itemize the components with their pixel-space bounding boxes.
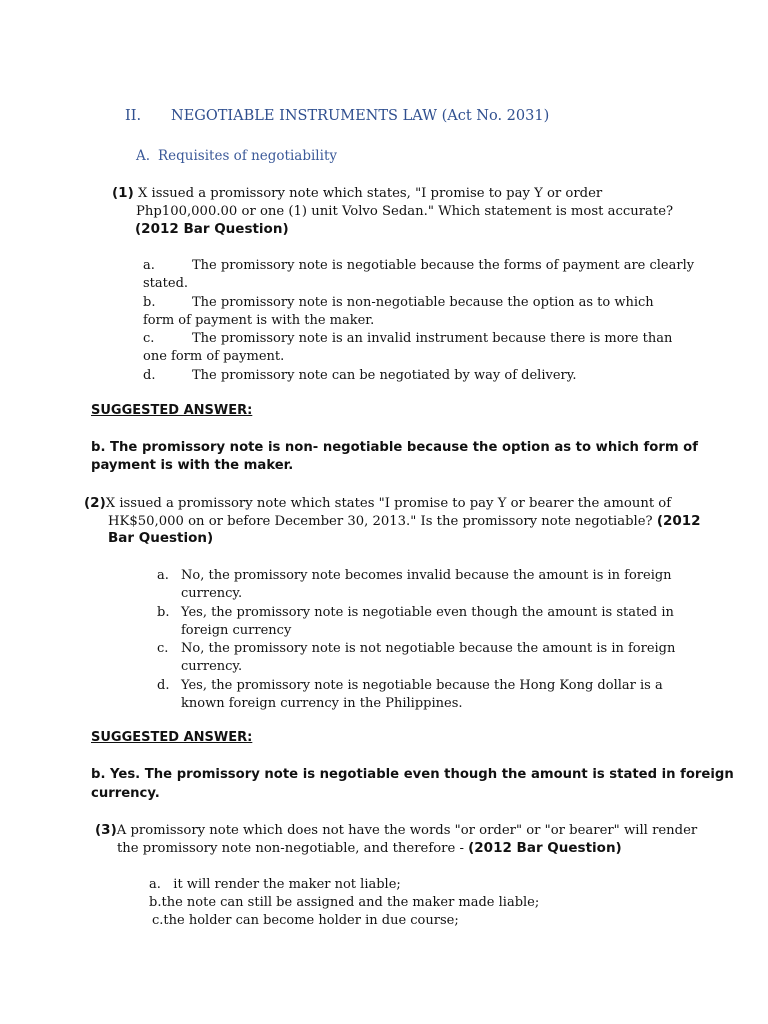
q2-option-d-cont: known foreign currency in the Philippines. — [181, 696, 463, 712]
q1-option-a-cont: stated. — [143, 276, 189, 292]
q1-option-d: d. The promissory note can be negotiated by way of delivery. — [143, 367, 577, 383]
question-2-number: (2) — [84, 495, 106, 511]
suggested-answer-label-1: SUGGESTED ANSWER: — [91, 403, 253, 418]
question-3-line-2 — [117, 839, 622, 859]
question-2-bar-label-part-1: (2012 — [656, 513, 701, 529]
question-2-line-2 — [108, 512, 701, 532]
question-2-text-line-1: X issued a promissory note which states "I promise to pay Y or bearer the amount of — [105, 496, 672, 511]
subsection-letter: A. — [136, 148, 151, 164]
q2-option-b: b. Yes, the promissory note is negotiable even though the amount is stated in — [157, 604, 674, 620]
q3-option-a: a. it will render the maker not liable; — [149, 877, 401, 892]
q1-option-a: a. The promissory note is negotiable because the forms of payment are clearly — [143, 258, 695, 273]
question-2-line-1 — [84, 494, 671, 514]
section-number: II. — [125, 108, 142, 124]
suggested-answer-label-2: SUGGESTED ANSWER: — [91, 730, 253, 745]
question-2-text-line-2: HK$50,000 on or before December 30, 2013." Is the promissory note negotiable? — [108, 514, 653, 529]
question-1-options — [143, 257, 695, 385]
question-1-text-line-2: Php100,000.00 or one (1) unit Volvo Sedan." Which statement is most accurate? — [136, 204, 674, 219]
q2-option-a-cont: currency. — [181, 586, 243, 602]
question-3-text-line-1: A promissory note which does not have the words "or order" or "or bearer" will render — [116, 823, 698, 838]
answer-1-line-1: b. The promissory note is non- negotiable because the option as to which form of — [91, 440, 698, 455]
question-2-options — [157, 567, 677, 713]
q2-option-d: d. Yes, the promissory note is negotiable because the Hong Kong dollar is a — [157, 677, 663, 693]
question-1-bar-label: (2012 Bar Question) — [135, 221, 289, 237]
question-1-number: (1) — [112, 185, 134, 201]
q1-option-c: c. The promissory note is an invalid instrument because there is more than — [143, 331, 673, 347]
q2-option-c: c. No, the promissory note is not negotiable because the amount is in foreign — [157, 641, 676, 657]
answer-1-line-2: payment is with the maker. — [91, 458, 294, 473]
q1-option-c-cont: one form of payment. — [143, 349, 285, 365]
question-1-line-1 — [112, 184, 602, 204]
section-title: NEGOTIABLE INSTRUMENTS LAW (Act No. 2031) — [171, 108, 550, 124]
question-3-bar-label: (2012 Bar Question) — [468, 840, 622, 856]
question-3-line-1 — [95, 821, 697, 841]
q2-option-c-cont: currency. — [181, 659, 243, 675]
q2-option-b-cont: foreign currency — [181, 622, 292, 638]
answer-2-line-2: currency. — [91, 786, 160, 801]
question-3-text-line-2: the promissory note non-negotiable, and therefore - — [117, 841, 464, 856]
answer-2-line-1: b. Yes. The promissory note is negotiable even though the amount is stated in foreign — [91, 767, 734, 782]
subsection-heading — [136, 148, 337, 164]
section-heading — [125, 108, 549, 124]
q1-option-b-cont: form of payment is with the maker. — [143, 312, 375, 328]
q1-option-b: b. The promissory note is non-negotiable because the option as to which — [143, 294, 654, 310]
question-2-bar-label-part-2: Bar Question) — [108, 530, 214, 546]
question-1-text-line-1: X issued a promissory note which states, "I promise to pay Y or order — [137, 186, 603, 201]
q3-option-c: c.the holder can become holder in due course; — [152, 913, 459, 928]
q2-option-a: a. No, the promissory note becomes invalid because the amount is in foreign — [157, 568, 672, 583]
q3-option-b: b.the note can still be assigned and the maker made liable; — [149, 895, 540, 910]
subsection-title: Requisites of negotiability — [158, 148, 337, 164]
question-3-number: (3) — [95, 822, 117, 838]
